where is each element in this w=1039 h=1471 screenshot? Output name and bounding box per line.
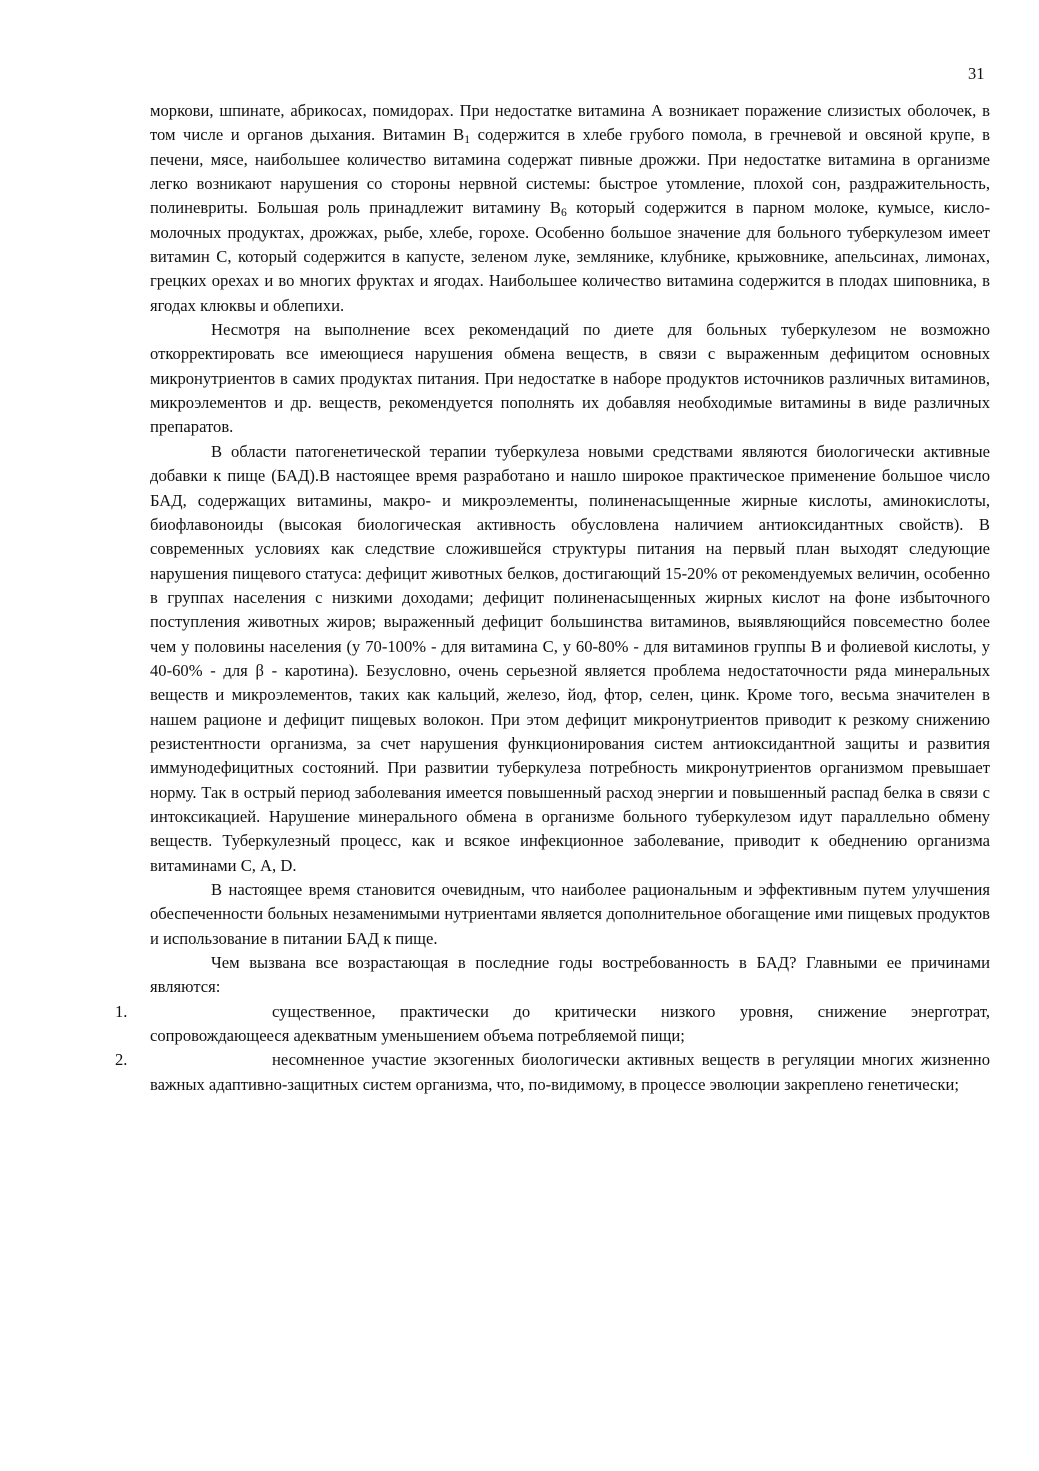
body-text bbox=[115, 99, 990, 1097]
list-item bbox=[115, 1000, 990, 1049]
page-number: 31 bbox=[968, 64, 985, 83]
text-run: который содержится в парном молоке, кумысе, кисло-молочных продуктах, дрожжах, рыбе, хлебе, горохе. Особенно большое значение для больного туберкулезом имеет витамин С, который содержится в капусте, зеленом луке, землянике, клубнике, крыжовнике, апельсинах, лимонах, грецких орехах и во многих фруктах и ягодах. Наибольшее количество витамина содержится в плодах шиповника, в ягодах клюквы и облепихи. bbox=[150, 198, 990, 315]
numbered-list bbox=[115, 1000, 990, 1097]
subscript: 1 bbox=[464, 133, 471, 147]
paragraph bbox=[150, 440, 990, 878]
paragraph bbox=[150, 99, 990, 318]
text-run: В области патогенетической терапии туберкулеза новыми средствами являются биологически активные добавки к пище (БАД).В настоящее время разработано и нашло широкое практическое применение большое число БАД, содержащих витамины, макро- и микроэлементы, полиненасыщенные жирные кислоты, аминокислоты, биофлавоноиды (высокая биологическая активность обусловлена наличием антиоксидантных свойств). В современных условиях как следствие сложившейся структуры питания на первый план выходят следующие нарушения пищевого статуса: дефицит животных белков, достигающий 15-20% от рекомендуемых величин, особенно в группах населения с низкими доходами; дефицит полиненасыщенных жирных кислот на фоне избыточного поступления животных жиров; выраженный дефицит большинства витаминов, выявляющийся повсеместно более чем у половины населения (у 70-100% - для витамина С, у 60-80% - для витаминов группы В и фолиевой кислоты, у 40-60% - для β - каротина). Безусловно, очень серьезной является проблема недостаточности ряда минеральных веществ и микроэлементов, таких как кальций, железо, йод, фтор, селен, цинк. Кроме того, весьма значителен в нашем рационе и дефицит пищевых волокон. При этом дефицит микронутриентов приводит к резкому снижению резистентности организма, за счет нарушения функционирования систем антиоксидантной защиты и развития иммунодефицитных состояний. При развитии туберкулеза потребность микронутриентов организмом превышает норму. Так в острый период заболевания имеется повышенный расход энергии и повышенный распад белка в связи с интоксикацией. Нарушение минерального обмена в организме больного туберкулезом идут параллельно обмену веществ. Туберкулезный процесс, как и всякое инфекционное заболевание, приводит к обеднению организма витаминами С, А, D. bbox=[150, 441, 990, 875]
list-item-number: 2. bbox=[115, 1050, 128, 1070]
list-item-text: несомненное участие экзогенных биологически активных веществ в регуляции многих жизненно важных адаптивно-защитных систем организма, что, по-видимому, в процессе эволюции закреплено генетически; bbox=[150, 1050, 990, 1094]
text-run: Чем вызвана все возрастающая в последние годы востребованность в БАД? Главными ее причинами являются: bbox=[150, 953, 990, 997]
paragraph bbox=[150, 318, 990, 440]
paragraph bbox=[150, 878, 990, 951]
list-item-text: существенное, практически до критически низкого уровня, снижение энерготрат, сопровождающееся адекватным уменьшением объема потребляемой пищи; bbox=[150, 1001, 990, 1046]
paragraph bbox=[150, 951, 990, 1000]
text-run: моркови, шпинате, абрикосах, помидорах. При недостатке витамина А возникает поражение слизистых оболочек, в том числе и органов дыхания. Витамин В bbox=[150, 101, 990, 145]
list-item-number: 1. bbox=[115, 1001, 128, 1021]
text-run: содержится в хлебе грубого помола, в гречневой и овсяной крупе, в печени, мясе, наибольшее количество витамина содержат пивные дрожжи. При недостатке витамина в организме легко возникают нарушения со стороны нервной системы: быстрое утомление, плохой сон, раздражительность, полиневриты. Большая роль принадлежит витамину В bbox=[150, 125, 990, 218]
text-run: Несмотря на выполнение всех рекомендаций по диете для больных туберкулезом не возможно откорректировать все имеющиеся нарушения обмена веществ, в связи с выраженным дефицитом основных микронутриентов в самих продуктах питания. При недостатке в наборе продуктов источников различных витаминов, микроэлементов и др. веществ, рекомендуется пополнять их добавляя необходимые витамины в виде различных препаратов. bbox=[150, 320, 990, 437]
list-item bbox=[115, 1048, 990, 1097]
paragraphs bbox=[150, 99, 990, 1000]
text-run: В настоящее время становится очевидным, что наиболее рациональным и эффективным путем улучшения обеспеченности больных незаменимыми нутриентами является дополнительное обогащение ими пищевых продуктов и использование в питании БАД к пище. bbox=[150, 880, 990, 948]
subscript: 6 bbox=[561, 206, 567, 220]
